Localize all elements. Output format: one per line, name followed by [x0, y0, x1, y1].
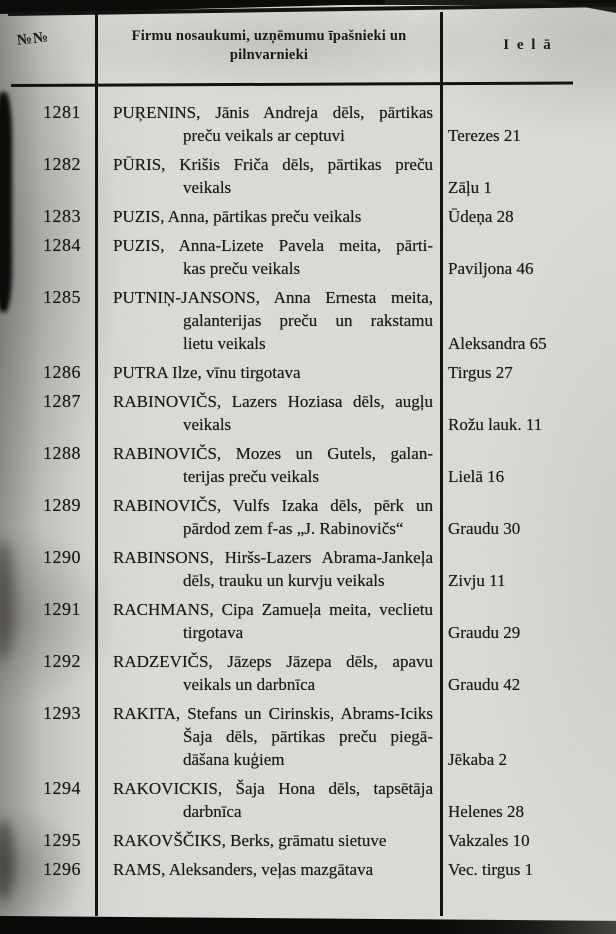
- firm-text-line: veikals: [183, 178, 232, 197]
- entry-number: 1281: [43, 102, 81, 122]
- entry-number: 1293: [43, 703, 81, 723]
- street-address: Rožu lauk. 11: [448, 415, 543, 434]
- street-address: Vec. tirgus 1: [448, 860, 534, 879]
- firm-text-line: PUTNIŅ-JANSONS, Anna Ernesta meita,: [113, 288, 433, 307]
- firm-description: [113, 650, 433, 696]
- entry-number: 1295: [43, 830, 81, 850]
- directory-row: [0, 546, 616, 592]
- street-address: Graudu 29: [448, 623, 521, 642]
- firm-text-line: dāšana kuģiem: [183, 750, 285, 769]
- directory-row: [0, 858, 616, 881]
- directory-row: [0, 205, 616, 228]
- firm-description: [113, 546, 433, 592]
- firm-text-line: terijas preču veikals: [183, 467, 319, 486]
- directory-row: [0, 598, 616, 644]
- firm-text-line: RABINSONS, Hiršs-Lazers Abrama-Jankeļa: [113, 548, 433, 567]
- firm-text-line: RABINOVIČS, Mozes un Gutels, galan-: [113, 444, 433, 463]
- firm-description: [113, 234, 433, 280]
- firm-text-line: preču veikals ar ceptuvi: [183, 126, 345, 145]
- column-header-firm-line: pilnvarnieki: [229, 47, 309, 63]
- entry-number: 1289: [43, 495, 81, 515]
- firm-text-line: RACHMANS, Cipa Zamueļa meita, veclietu: [113, 600, 433, 619]
- street-address: Tirgus 27: [448, 363, 513, 382]
- street-address: Lielā 16: [448, 467, 505, 486]
- firm-text-line: PUZIS, Anna, pārtikas preču veikals: [113, 207, 362, 226]
- firm-text-line: RAKOVŠČIKS, Berks, grāmatu sietuve: [113, 831, 387, 850]
- firm-description: [113, 101, 433, 147]
- street-address: Paviljona 46: [448, 259, 534, 278]
- firm-text-line: RAKOVICKIS, Šaja Hona dēls, tapsētāja: [113, 779, 433, 798]
- firm-description: [113, 153, 433, 199]
- directory-row: [0, 153, 616, 199]
- entry-number: 1292: [43, 651, 81, 671]
- entry-number: 1285: [43, 287, 81, 307]
- street-address: Graudu 42: [448, 675, 521, 694]
- firm-description: [113, 442, 433, 488]
- entry-number: 1290: [43, 547, 81, 567]
- directory-row: [0, 650, 616, 696]
- entry-number: 1291: [43, 599, 81, 619]
- entry-number: 1283: [43, 206, 81, 226]
- directory-row: [0, 390, 616, 436]
- firm-text-line: veikals: [183, 415, 232, 434]
- entry-number: 1282: [43, 154, 81, 174]
- firm-text-line: PUZIS, Anna-Lizete Pavela meita, pārti-: [113, 236, 433, 255]
- firm-description: [113, 361, 433, 384]
- firm-text-line: darbnīca: [183, 802, 242, 821]
- street-address: Helenes 28: [448, 802, 525, 821]
- firm-text-line: lietu veikals: [183, 334, 266, 353]
- firm-description: [113, 205, 433, 228]
- firm-text-line: RAMS, Aleksanders, veļas mazgātava: [113, 860, 374, 879]
- firm-text-line: veikals un darbnīca: [183, 675, 316, 694]
- directory-row: [0, 442, 616, 488]
- street-address: Zāļu 1: [448, 178, 492, 197]
- directory-rows: [0, 101, 616, 887]
- firm-description: [113, 390, 433, 436]
- street-address: Zivju 11: [448, 571, 506, 590]
- firm-text-line: PUŖENINS, Jānis Andreja dēls, pārtikas: [113, 103, 433, 122]
- directory-row: [0, 101, 616, 147]
- directory-row: [0, 777, 616, 823]
- column-header-firm-line: Firmu nosaukumi, uzņēmumu īpašnieki un: [131, 28, 407, 44]
- entry-number: 1296: [43, 859, 81, 879]
- scan-edge-bottom: [0, 916, 616, 934]
- firm-description: [113, 829, 433, 852]
- firm-text-line: tirgotava: [183, 623, 244, 642]
- firm-description: [113, 702, 433, 771]
- firm-text-line: RADZEVIČS, Jāzeps Jāzepa dēls, apavu: [113, 652, 433, 671]
- street-address: Aleksandra 65: [448, 334, 547, 353]
- entry-number: 1294: [43, 778, 81, 798]
- street-address: Ūdeņa 28: [448, 207, 514, 226]
- entry-number: 1286: [43, 362, 81, 382]
- firm-description: [113, 286, 433, 355]
- firm-text-line: RABINOVIČS, Vulfs Izaka dēls, pērk un: [113, 496, 433, 515]
- street-address: Vakzales 10: [448, 831, 530, 850]
- firm-description: [113, 858, 433, 881]
- column-header-firm: [100, 27, 438, 65]
- entry-number: 1287: [43, 391, 81, 411]
- entry-number: 1288: [43, 443, 81, 463]
- firm-text-line: pārdod zem f-as „J. Rabinovičs“: [183, 519, 404, 538]
- column-header-number: №№: [16, 29, 50, 49]
- firm-text-line: galanterijas preču un rakstamu: [183, 311, 433, 330]
- directory-row: [0, 829, 616, 852]
- firm-text-line: PŪRIS, Krišis Friča dēls, pārtikas preču: [113, 155, 433, 174]
- street-address: Graudu 30: [448, 519, 521, 538]
- directory-row: [0, 286, 616, 355]
- firm-description: [113, 777, 433, 823]
- firm-text-line: RAKITA, Stefans un Cirinskis, Abrams-Iciks: [113, 704, 433, 723]
- firm-text-line: RABINOVIČS, Lazers Hoziasa dēls, augļu: [113, 392, 433, 411]
- firm-description: [113, 598, 433, 644]
- column-header-street: I e l ā: [503, 37, 553, 53]
- firm-text-line: kas preču veikals: [183, 259, 301, 278]
- directory-row: [0, 494, 616, 540]
- entry-number: 1284: [43, 235, 81, 255]
- firm-text-line: Šaja dēls, pārtikas preču piegā-: [183, 727, 433, 746]
- street-address: Jēkaba 2: [448, 750, 508, 769]
- street-address: Terezes 21: [448, 126, 521, 145]
- firm-text-line: PUTRA Ilze, vīnu tirgotava: [113, 363, 301, 382]
- directory-row: [0, 361, 616, 384]
- directory-row: [0, 234, 616, 280]
- firm-description: [113, 494, 433, 540]
- directory-row: [0, 702, 616, 771]
- firm-text-line: dēls, trauku un kurvju veikals: [183, 571, 385, 590]
